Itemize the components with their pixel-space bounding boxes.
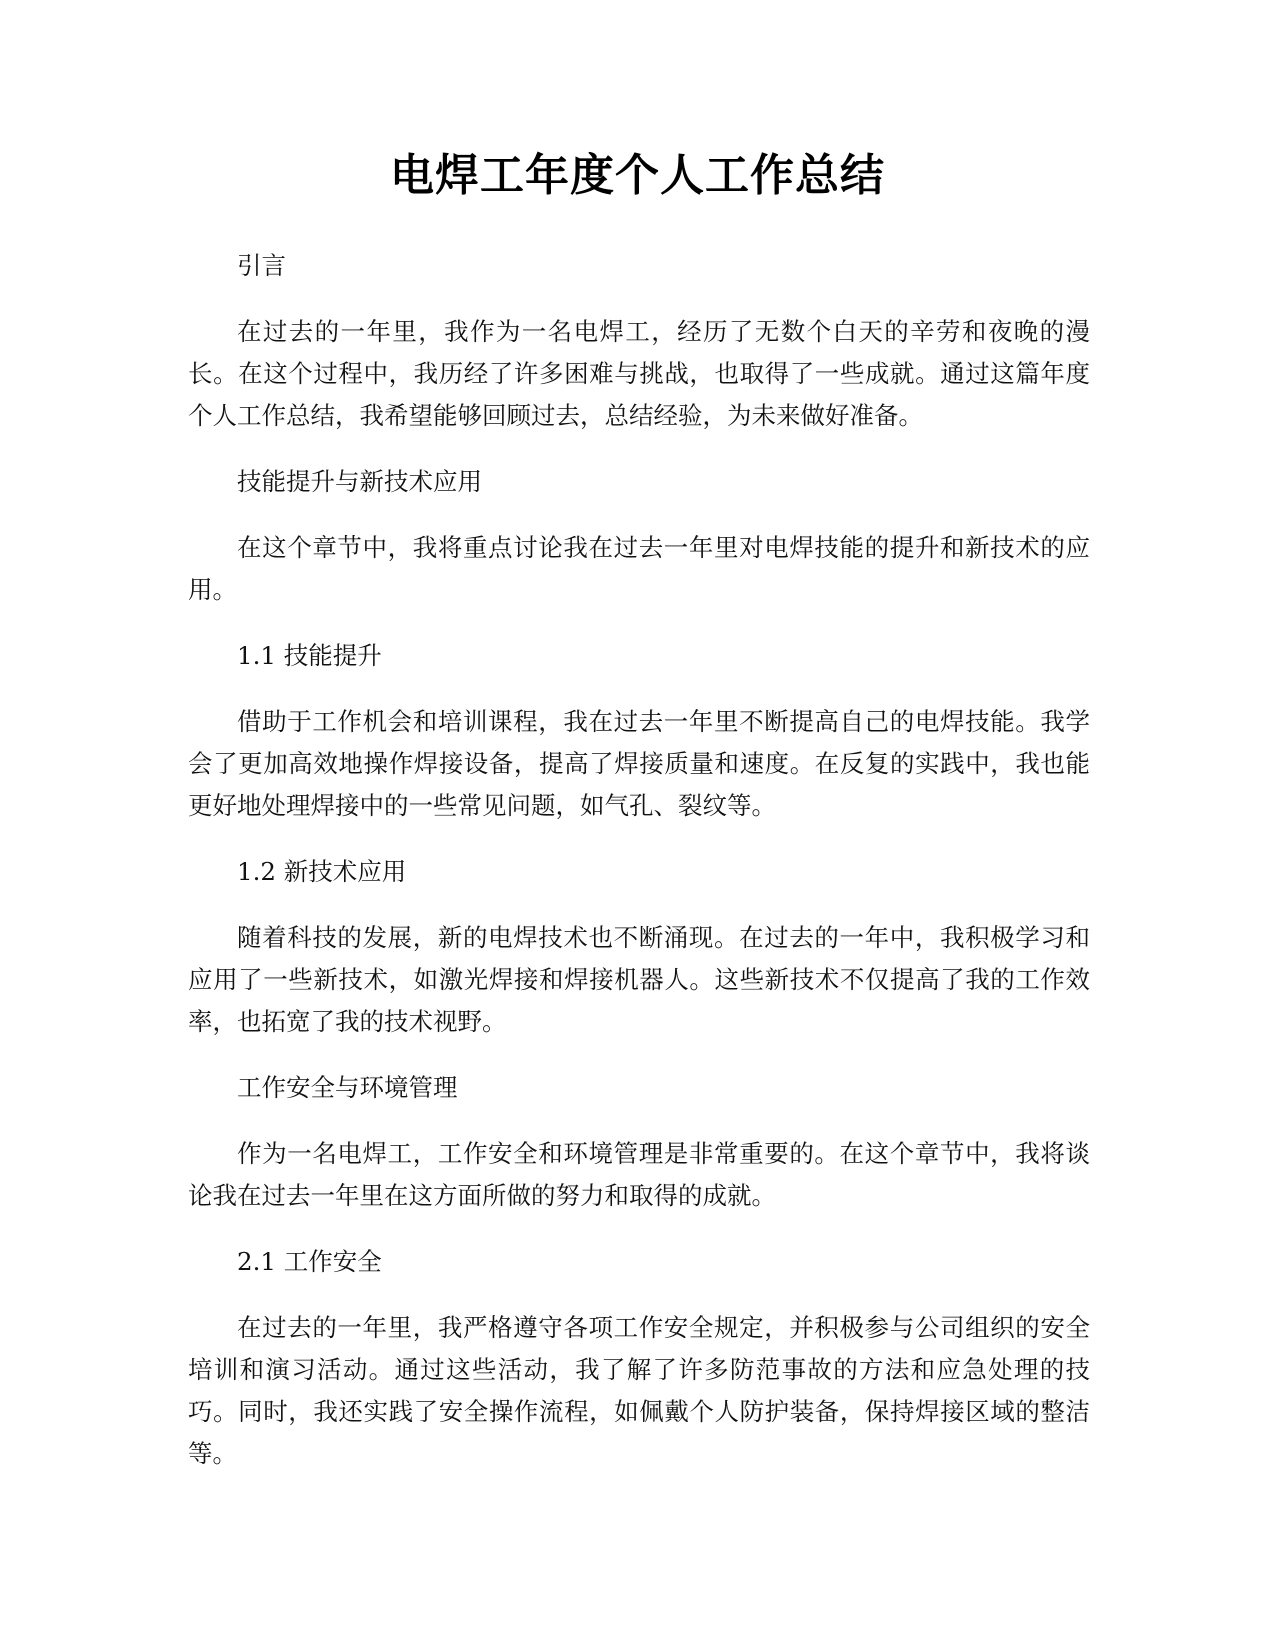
paragraph-skill-improvement: 借助于工作机会和培训课程，我在过去一年里不断提高自己的电焊技能。我学会了更加高效地操作焊接设备，提高了焊接质量和速度。在反复的实践中，我也能更好地处理焊接中的一些常见问题，如气孔、裂纹等。 — [188, 707, 1090, 820]
document-title: 电焊工年度个人工作总结 — [390, 150, 885, 201]
paragraph-intro: 在过去的一年里，我作为一名电焊工，经历了无数个白天的辛劳和夜晚的漫长。在这个过程中，我历经了许多困难与挑战，也取得了一些成就。通过这篇年度个人工作总结，我希望能够回顾过去，总结经验，为未来做好准备。 — [188, 317, 1090, 430]
section-heading-intro: 引言 — [237, 251, 286, 280]
subsection-heading-2-1: 2.1 工作安全 — [237, 1247, 382, 1276]
document-body — [188, 245, 1090, 1499]
section-heading-safety: 工作安全与环境管理 — [237, 1073, 458, 1102]
subsection-heading-1-2: 1.2 新技术应用 — [237, 857, 407, 886]
section-heading-skills: 技能提升与新技术应用 — [237, 467, 482, 496]
subsection-heading-1-1: 1.1 技能提升 — [237, 641, 382, 670]
paragraph-skills-overview: 在这个章节中，我将重点讨论我在过去一年里对电焊技能的提升和新技术的应用。 — [188, 533, 1090, 604]
paragraph-new-tech: 随着科技的发展，新的电焊技术也不断涌现。在过去的一年中，我积极学习和应用了一些新技术，如激光焊接和焊接机器人。这些新技术不仅提高了我的工作效率，也拓宽了我的技术视野。 — [188, 923, 1090, 1036]
paragraph-safety-overview: 作为一名电焊工，工作安全和环境管理是非常重要的。在这个章节中，我将谈论我在过去一年里在这方面所做的努力和取得的成就。 — [188, 1139, 1090, 1210]
paragraph-work-safety: 在过去的一年里，我严格遵守各项工作安全规定，并积极参与公司组织的安全培训和演习活动。通过这些活动，我了解了许多防范事故的方法和应急处理的技巧。同时，我还实践了安全操作流程，如佩戴个人防护装备，保持焊接区域的整洁等。 — [188, 1313, 1090, 1468]
